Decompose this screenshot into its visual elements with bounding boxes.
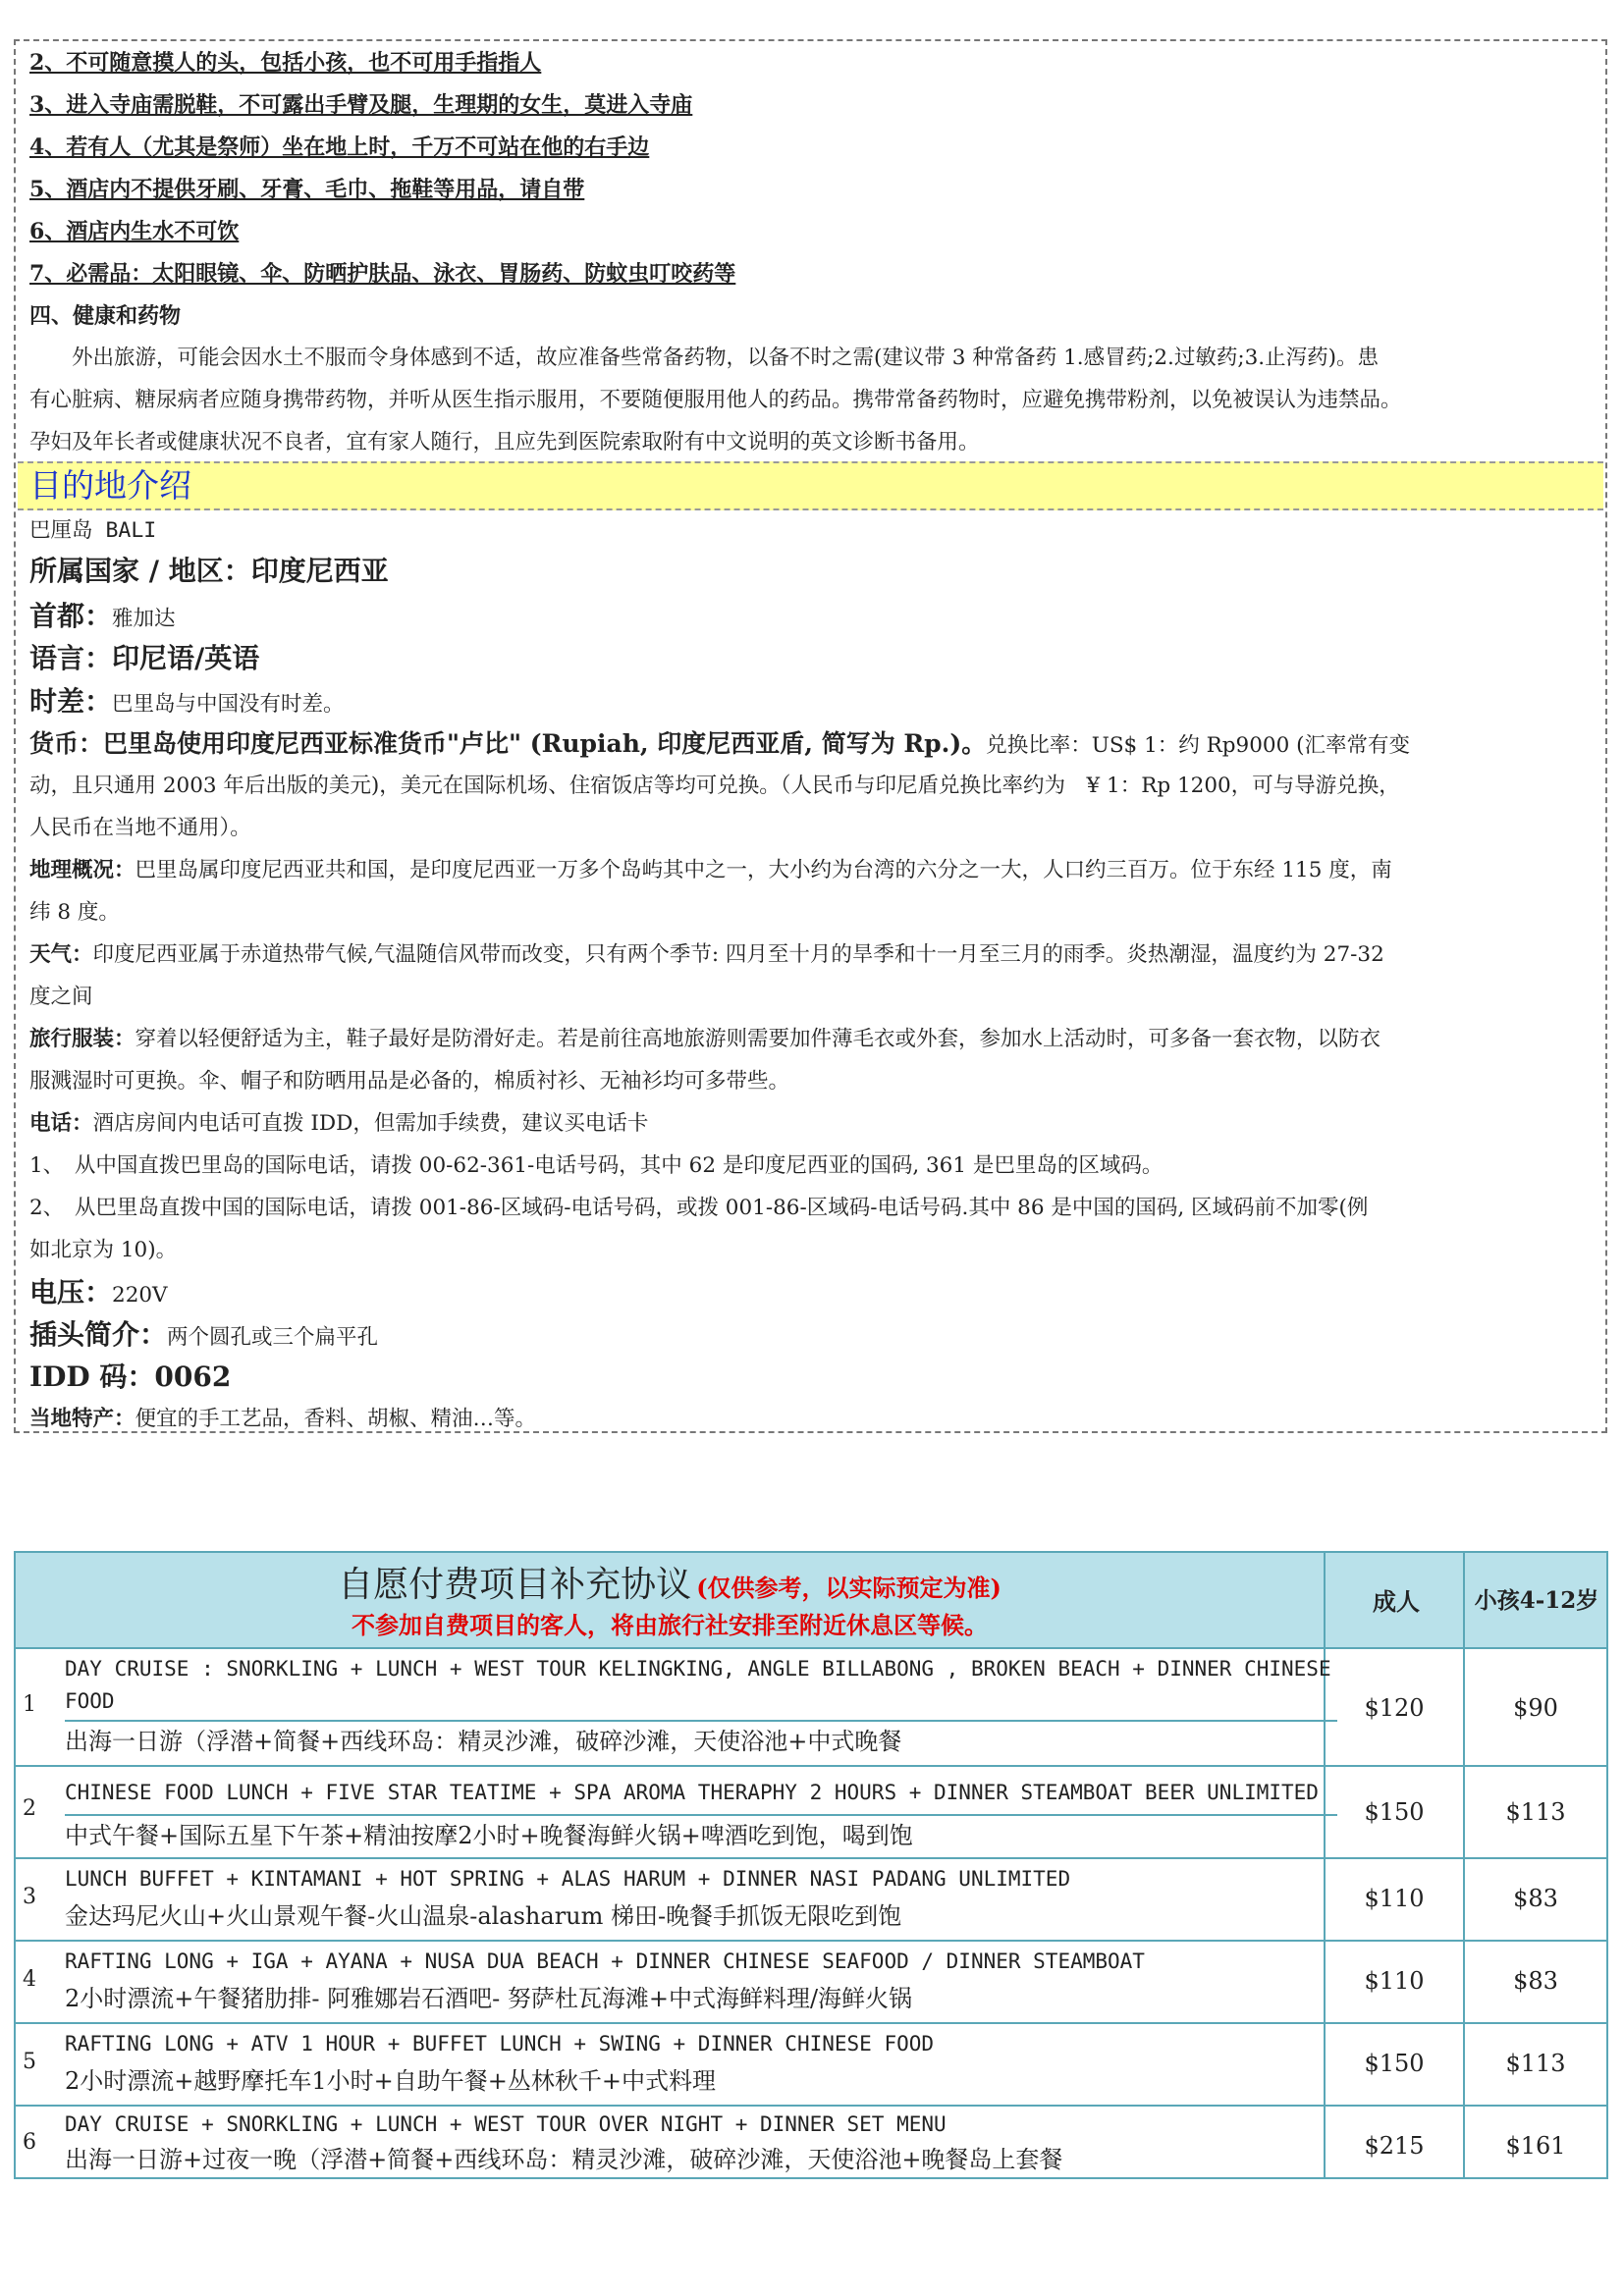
row-en-line: CHINESE FOOD LUNCH + FIVE STAR TEATIME + SPA AROMA THERAPHY 2 HOURS + DINNER STEAMBOAT BEER UNLIMITED (65, 1781, 1319, 1804)
idd-label: IDD 码：0062 (29, 1361, 232, 1393)
row-en-line: LUNCH BUFFET + KINTAMANI + HOT SPRING + ALAS HARUM + DINNER NASI PADANG UNLIMITED (65, 1867, 1071, 1891)
voltage-label: 电压： (29, 1276, 113, 1308)
adult-price: $150 (1364, 1798, 1425, 1826)
capital-row (29, 595, 1594, 640)
clothing-line2: 服溅湿时可更换。伞、帽子和防晒用品是必备的，棉质衬衫、无袖衫均可多带些。 (29, 1069, 790, 1094)
header-title-row (16, 1557, 1324, 1607)
destination-name: 巴厘岛 BALI (29, 518, 157, 543)
plug-row (29, 1313, 1594, 1359)
geo-label: 地理概况： (29, 858, 135, 882)
adult-price: $110 (1364, 1967, 1425, 1995)
plug-label: 插头简介： (29, 1318, 168, 1351)
table-title-note: (仅供参考，以实际预定为准) (696, 1574, 1001, 1602)
child-price: $90 (1513, 1694, 1558, 1722)
row-number: 4 (23, 1967, 36, 1992)
row-en-line: DAY CRUISE : SNORKLING + LUNCH + WEST TOUR KELINGKING, ANGLE BILLABONG , BROKEN BEACH + DINNER CHINESE (65, 1657, 1331, 1681)
table-title: 自愿付费项目补充协议 (338, 1565, 692, 1605)
clothing-label: 旅行服装： (29, 1027, 135, 1051)
adult-price: $120 (1364, 1694, 1425, 1722)
section-title-band (18, 461, 1603, 510)
weather-line1: 印度尼西亚属于赤道热带气候,气温随信风带而改变，只有两个季节: 四月至十月的旱季和十一月至三月的雨季。炎热潮湿，温度约为 27-32 (92, 942, 1384, 967)
row-cn-line: 出海一日游+过夜一晚（浮潜+简餐+西线环岛：精灵沙滩，破碎沙滩，天使浴池+晚餐岛上套餐 (65, 2146, 1063, 2173)
adult-price: $150 (1364, 2050, 1425, 2077)
currency-row (29, 722, 1594, 767)
row-cn-line: 金达玛尼火山+火山景观午餐-火山温泉-alasharum 梯田-晚餐手抓饭无限吃到饱 (65, 1902, 902, 1930)
row-inner-divider (65, 1720, 1337, 1722)
optional-activities-table (14, 1551, 1608, 2179)
adult-price: $110 (1364, 1885, 1425, 1912)
currency-label: 货币：巴里岛使用印度尼西亚标准货币"卢比" (Rupiah, 印度尼西亚盾, 简写为 Rp.)。 (29, 729, 987, 758)
table-row (16, 2024, 1324, 2105)
table-row (16, 1767, 1324, 1857)
child-price: $83 (1513, 1967, 1558, 1995)
phone-item-1: 1、 从中国直拨巴里岛的国际电话，请拨 00-62-361-电话号码，其中 62 是印度尼西亚的国码, 361 是巴里岛的区域码。 (29, 1153, 1164, 1178)
row-cn-line: 出海一日游（浮潜+简餐+西线环岛：精灵沙滩，破碎沙滩，天使浴池+中式晚餐 (65, 1728, 902, 1755)
health-heading: 四、健康和药物 (29, 303, 182, 329)
row-inner-divider (65, 1814, 1337, 1816)
health-line: 有心脏病、糖尿病者应随身携带药物，并听从医生指示服用，不要随便服用他人的药品。携带常备药物时，应避免携带粉剂，以免被误认为违禁品。 (29, 388, 1402, 412)
col-adult-header: 成人 (1373, 1587, 1420, 1616)
table-header (16, 1553, 1606, 1647)
currency-line1: 兑换比率：US$ 1：约 Rp9000 (汇率常有变 (986, 733, 1410, 758)
phone-item-2-cont: 如北京为 10)。 (29, 1238, 178, 1262)
table-row (16, 1942, 1324, 2022)
row-number: 1 (23, 1692, 36, 1717)
row-en-line: FOOD (65, 1689, 115, 1713)
row-number: 5 (23, 2050, 36, 2074)
timezone-label: 时差： (29, 685, 113, 718)
child-price: $83 (1513, 1885, 1558, 1912)
specialty-label: 当地特产： (29, 1407, 135, 1431)
phone-label: 电话： (29, 1111, 93, 1136)
table-row (16, 1649, 1331, 1765)
voltage-row (29, 1271, 1594, 1316)
currency-line2: 动，且只通用 2003 年后出版的美元)，美元在国际机场、住宿饭店等均可兑换。（人民币与印尼盾兑换比率约为 ¥ 1：Rp 1200，可与导游兑换， (29, 774, 1400, 798)
note-line: 3、进入寺庙需脱鞋，不可露出手臂及腿，生理期的女生，莫进入寺庙 (29, 92, 693, 118)
phone-row (29, 1102, 1594, 1145)
info-box (14, 39, 1607, 1433)
note-line: 6、酒店内生水不可饮 (29, 219, 240, 244)
row-en-line: DAY CRUISE + SNORKLING + LUNCH + WEST TOUR OVER NIGHT + DINNER SET MENU (65, 2112, 947, 2136)
row-en-line: RAFTING LONG + IGA + AYANA + NUSA DUA BEACH + DINNER CHINESE SEAFOOD / DINNER STEAMBOAT (65, 1949, 1145, 1973)
note-line: 4、若有人（尤其是祭师）坐在地上时，千万不可站在他的右手边 (29, 134, 650, 160)
row-number: 3 (23, 1885, 36, 1909)
row-cn-line: 2小时漂流+午餐猪肋排- 阿雅娜岩石酒吧- 努萨杜瓦海滩+中式海鲜料理/海鲜火锅 (65, 1985, 913, 2012)
geo-row (29, 849, 1594, 891)
geo-line1: 巴里岛属印度尼西亚共和国，是印度尼西亚一万多个岛屿其中之一，大小约为台湾的六分之一大，人口约三百万。位于东经 115 度，南 (135, 858, 1392, 882)
row-cn-line: 2小时漂流+越野摩托车1小时+自助午餐+丛林秋千+中式料理 (65, 2067, 716, 2095)
voltage-value: 220V (112, 1283, 168, 1308)
weather-line2: 度之间 (29, 985, 93, 1009)
health-line: 孕妇及年长者或健康状况不良者，宜有家人随行，且应先到医院索取附有中文说明的英文诊断书备用。 (29, 430, 980, 454)
table-row (16, 2107, 1324, 2177)
note-line: 2、不可随意摸人的头，包括小孩，也不可用手指指人 (29, 50, 542, 76)
weather-row (29, 934, 1594, 976)
adult-price: $215 (1364, 2132, 1425, 2160)
timezone-row (29, 680, 1594, 725)
clothing-row (29, 1018, 1594, 1060)
phone-value: 酒店房间内电话可直拨 IDD，但需加手续费，建议买电话卡 (92, 1111, 649, 1136)
row-en-line: RAFTING LONG + ATV 1 HOUR + BUFFET LUNCH + SWING + DINNER CHINESE FOOD (65, 2032, 935, 2056)
currency-line3: 人民币在当地不通用）。 (29, 816, 251, 840)
section-title: 目的地介绍 (29, 466, 191, 505)
specialty-value: 便宜的手工艺品，香料、胡椒、精油…等。 (135, 1407, 537, 1431)
clothing-line1: 穿着以轻便舒适为主，鞋子最好是防滑好走。若是前往高地旅游则需要加件薄毛衣或外套，参加水上活动时，可多备一套衣物，以防衣 (135, 1027, 1381, 1051)
weather-label: 天气： (29, 942, 93, 967)
row-cn-line: 中式午餐+国际五星下午茶+精油按摩2小时+晚餐海鲜火锅+啤酒吃到饱，喝到饱 (65, 1822, 913, 1849)
child-price: $113 (1505, 1798, 1566, 1826)
note-line: 7、必需品：太阳眼镜、伞、防晒护肤品、泳衣、胃肠药、防蚊虫叮咬药等 (29, 261, 736, 287)
capital-label: 首都： (29, 600, 113, 632)
child-price: $161 (1505, 2132, 1566, 2160)
child-price: $113 (1505, 2050, 1566, 2077)
row-number: 6 (23, 2130, 36, 2155)
table-row (16, 1859, 1324, 1940)
health-line: 外出旅游，可能会因水土不服而令身体感到不适，故应准备些常备药物，以备不时之需(建议带 3 种常备药 1.感冒药;2.过敏药;3.止泻药)。患 (29, 346, 1379, 370)
capital-value: 雅加达 (112, 607, 176, 631)
timezone-value: 巴里岛与中国没有时差。 (112, 692, 345, 717)
phone-item-2: 2、 从巴里岛直拨中国的国际电话，请拨 001-86-区域码-电话号码，或拨 001-86-区域码-电话号码.其中 86 是中国的国码, 区域码前不加零(例 (29, 1196, 1369, 1220)
plug-value: 两个圆孔或三个扁平孔 (167, 1325, 379, 1350)
specialty-row (29, 1398, 1594, 1440)
language-label: 语言：印尼语/英语 (29, 642, 260, 674)
row-number: 2 (23, 1796, 36, 1821)
table-subtitle: 不参加自费项目的客人，将由旅行社安排至附近休息区等候。 (352, 1611, 988, 1639)
note-line: 5、酒店内不提供牙刷、牙膏、毛巾、拖鞋等用品，请自带 (29, 177, 585, 202)
country-label: 所属国家 / 地区：印度尼西亚 (29, 555, 389, 587)
col-child-header: 小孩4-12岁 (1474, 1587, 1599, 1614)
geo-line2: 纬 8 度。 (29, 900, 120, 925)
